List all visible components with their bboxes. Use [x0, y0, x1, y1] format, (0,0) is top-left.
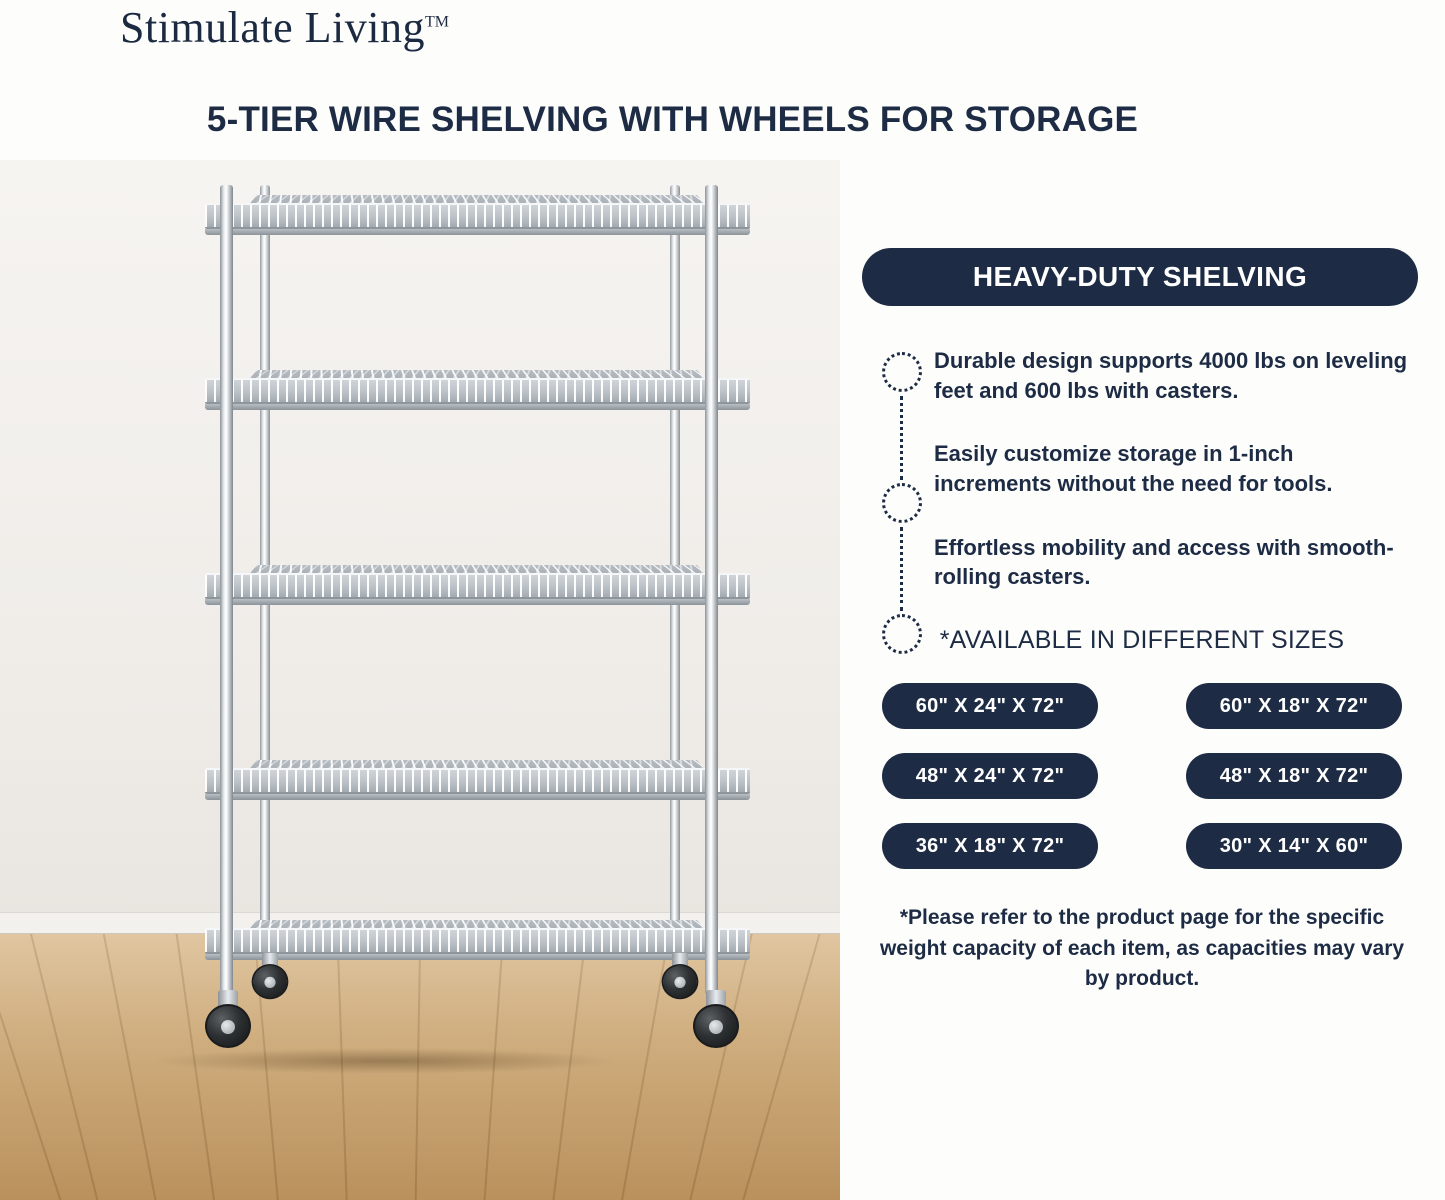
size-option[interactable]: 60" X 18" X 72"	[1186, 683, 1402, 729]
feature-item-1: Durable design supports 4000 lbs on leveling feet and 600 lbs with casters.	[934, 348, 1408, 403]
shelving-unit	[205, 185, 750, 1075]
shelf-tier-1	[205, 185, 750, 245]
size-option[interactable]: 48" X 24" X 72"	[882, 753, 1098, 799]
product-photo	[0, 160, 840, 1200]
caster-front-right	[693, 990, 739, 1048]
features-title: HEAVY-DUTY SHELVING	[862, 248, 1418, 306]
caster-front-left	[205, 990, 251, 1048]
page-title: 5-TIER WIRE SHELVING WITH WHEELS FOR STORAGE	[206, 100, 1139, 139]
brand-name: Stimulate Living	[120, 3, 425, 52]
feature-item-3: Effortless mobility and access with smooth-rolling casters.	[934, 534, 1394, 590]
bullet-connector-2	[900, 527, 904, 611]
feature-list	[862, 346, 1422, 592]
size-option[interactable]: 30" X 14" X 60"	[1186, 823, 1402, 869]
post-front-left	[220, 185, 233, 995]
shelf-tier-4	[205, 750, 750, 810]
shelf-tier-3	[205, 555, 750, 615]
size-option[interactable]: 48" X 18" X 72"	[1186, 753, 1402, 799]
trademark-symbol: TM	[424, 13, 449, 31]
disclaimer-text: *Please refer to the product page for the specific weight capacity of each item, as capacities may vary by product.	[879, 906, 1405, 990]
caster-back-right	[662, 953, 699, 999]
post-front-right	[705, 185, 718, 995]
bullet-ring-3	[882, 614, 922, 654]
bullet-ring-1	[882, 352, 922, 392]
info-panel	[862, 248, 1422, 994]
shelf-tier-2	[205, 360, 750, 420]
feature-item-2: Easily customize storage in 1-inch increments without the need for tools.	[934, 441, 1333, 497]
caster-back-left	[252, 953, 289, 999]
size-option[interactable]: 36" X 18" X 72"	[882, 823, 1098, 869]
bullet-ring-2	[882, 483, 922, 523]
brand-logo	[120, 2, 449, 53]
dotted-connector-rail	[882, 352, 922, 672]
size-options	[862, 683, 1422, 869]
sizes-title: *AVAILABLE IN DIFFERENT SIZES	[939, 626, 1345, 655]
size-option[interactable]: 60" X 24" X 72"	[882, 683, 1098, 729]
bullet-connector-1	[900, 396, 904, 480]
